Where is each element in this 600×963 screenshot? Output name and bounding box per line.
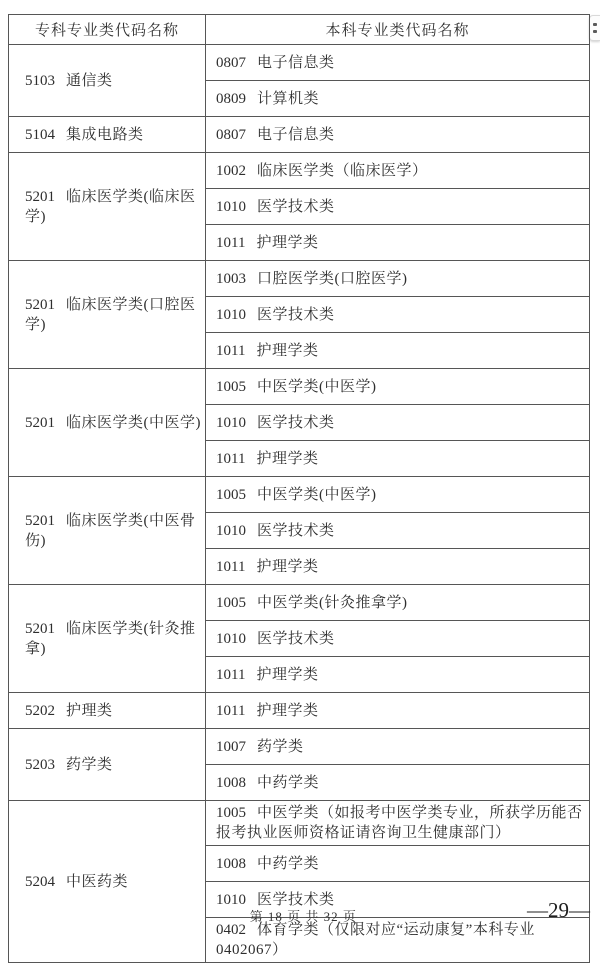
benke-name: 中医学类(针灸推拿学) <box>257 594 408 611</box>
zhuanke-name: 护理类 <box>66 702 113 719</box>
table-row <box>9 261 590 297</box>
benke-cell <box>206 693 590 729</box>
benke-cell <box>206 513 590 549</box>
benke-name: 电子信息类 <box>257 54 335 71</box>
benke-code: 1005 <box>216 805 246 821</box>
benke-cell <box>206 225 590 261</box>
benke-cell <box>206 45 590 81</box>
benke-cell <box>206 846 590 882</box>
zhuanke-code: 5201 <box>25 512 55 529</box>
benke-code: 1003 <box>216 270 246 287</box>
benke-code: 1008 <box>216 774 246 791</box>
benke-cell <box>206 765 590 801</box>
benke-name: 中医学类(中医学) <box>257 486 377 503</box>
zhuanke-code: 5203 <box>25 756 55 773</box>
benke-cell <box>206 189 590 225</box>
benke-code: 0807 <box>216 126 246 143</box>
zhuanke-name: 临床医学类(中医学) <box>66 414 201 431</box>
zhuanke-name: 通信类 <box>66 72 113 89</box>
benke-code: 1011 <box>216 558 246 575</box>
table-row <box>9 153 590 189</box>
benke-code: 1005 <box>216 378 246 395</box>
benke-name: 临床医学类（临床医学） <box>257 162 428 179</box>
benke-name: 中药学类 <box>257 855 320 872</box>
zhuanke-name: 中医药类 <box>66 873 129 890</box>
benke-cell <box>206 405 590 441</box>
benke-name: 医学技术类 <box>257 522 335 539</box>
benke-name: 护理学类 <box>256 450 319 467</box>
zhuanke-name: 临床医学类(口腔医学) <box>25 296 196 333</box>
zhuanke-code: 5204 <box>25 873 55 890</box>
benke-name: 护理学类 <box>256 234 319 251</box>
zhuanke-code: 5103 <box>25 72 55 89</box>
benke-name: 医学技术类 <box>257 630 335 647</box>
benke-code: 1010 <box>216 522 246 539</box>
zhuanke-name: 临床医学类(临床医学) <box>25 188 196 225</box>
benke-name: 护理学类 <box>256 666 319 683</box>
zhuanke-cell <box>9 585 206 693</box>
benke-cell <box>206 117 590 153</box>
zhuanke-cell <box>9 801 206 963</box>
benke-cell <box>206 261 590 297</box>
benke-name: 护理学类 <box>256 342 319 359</box>
benke-code: 1011 <box>216 666 246 683</box>
benke-code: 1007 <box>216 738 246 755</box>
zhuanke-cell <box>9 261 206 369</box>
zhuanke-cell <box>9 117 206 153</box>
page-footer <box>0 898 600 930</box>
benke-code: 1010 <box>216 198 246 215</box>
benke-cell <box>206 477 590 513</box>
benke-code: 1002 <box>216 162 246 179</box>
table-row <box>9 477 590 513</box>
table-row <box>9 45 590 81</box>
benke-cell <box>206 729 590 765</box>
zhuanke-cell <box>9 477 206 585</box>
table-row <box>9 801 590 846</box>
benke-code: 1011 <box>216 234 246 251</box>
page-number: —29— <box>527 898 590 922</box>
zhuanke-name: 集成电路类 <box>66 126 144 143</box>
benke-cell <box>206 585 590 621</box>
benke-name: 医学技术类 <box>257 198 335 215</box>
benke-cell <box>206 441 590 477</box>
benke-code: 1010 <box>216 891 246 908</box>
benke-name: 口腔医学类(口腔医学) <box>257 270 408 287</box>
zhuanke-code: 5202 <box>25 702 55 719</box>
benke-name: 医学技术类 <box>257 891 335 908</box>
benke-cell <box>206 369 590 405</box>
benke-cell <box>206 549 590 585</box>
benke-code: 1010 <box>216 414 246 431</box>
benke-name: 中医学类（如报考中医学类专业，所获学历能否报考执业医师资格证请咨询卫生健康部门） <box>216 805 583 841</box>
table-row <box>9 729 590 765</box>
benke-cell <box>206 153 590 189</box>
benke-code: 1008 <box>216 855 246 872</box>
benke-name: 护理学类 <box>256 558 319 575</box>
benke-name: 药学类 <box>257 738 304 755</box>
zhuanke-code: 5201 <box>25 414 55 431</box>
benke-cell <box>206 81 590 117</box>
benke-code: 1011 <box>216 342 246 359</box>
benke-code: 0402 <box>216 922 246 938</box>
zhuanke-cell <box>9 369 206 477</box>
benke-name: 中药学类 <box>257 774 320 791</box>
zhuanke-code: 5104 <box>25 126 55 143</box>
benke-name: 中医学类(中医学) <box>257 378 377 395</box>
benke-code: 1011 <box>216 450 246 467</box>
benke-code: 0809 <box>216 90 246 107</box>
edge-floating-toolbar[interactable] <box>589 15 600 41</box>
zhuanke-cell <box>9 729 206 801</box>
toolbar-mini-icon <box>593 30 597 33</box>
toolbar-mini-icon <box>593 23 597 26</box>
benke-code: 1011 <box>216 702 246 719</box>
zhuanke-code: 5201 <box>25 620 55 637</box>
benke-code: 1010 <box>216 630 246 647</box>
zhuanke-name: 临床医学类(中医骨伤) <box>25 512 196 549</box>
table-row <box>9 369 590 405</box>
benke-cell <box>206 621 590 657</box>
benke-cell <box>206 297 590 333</box>
major-code-mapping-table <box>8 14 590 963</box>
column-header-zhuanke: 专科专业类代码名称 <box>9 15 206 45</box>
benke-code: 1010 <box>216 306 246 323</box>
zhuanke-cell <box>9 153 206 261</box>
column-header-benke: 本科专业类代码名称 <box>206 15 590 45</box>
zhuanke-code: 5201 <box>25 296 55 313</box>
zhuanke-name: 临床医学类(针灸推拿) <box>25 620 196 657</box>
zhuanke-name: 药学类 <box>66 756 113 773</box>
table-header-row <box>9 15 590 45</box>
table-row <box>9 693 590 729</box>
benke-code: 0807 <box>216 54 246 71</box>
benke-name: 电子信息类 <box>257 126 335 143</box>
benke-name: 医学技术类 <box>257 306 335 323</box>
benke-code: 1005 <box>216 594 246 611</box>
table-row <box>9 117 590 153</box>
zhuanke-cell <box>9 693 206 729</box>
benke-name: 体育学类（仅限对应“运动康复”本科专业0402067） <box>216 922 535 958</box>
benke-cell <box>206 801 590 846</box>
benke-cell <box>206 657 590 693</box>
zhuanke-cell <box>9 45 206 117</box>
table-row <box>9 585 590 621</box>
benke-name: 医学技术类 <box>257 414 335 431</box>
page-info: 第 18 页 共 32 页 <box>249 909 357 924</box>
benke-name: 计算机类 <box>257 90 320 107</box>
benke-name: 护理学类 <box>256 702 319 719</box>
benke-cell <box>206 333 590 369</box>
zhuanke-code: 5201 <box>25 188 55 205</box>
benke-code: 1005 <box>216 486 246 503</box>
